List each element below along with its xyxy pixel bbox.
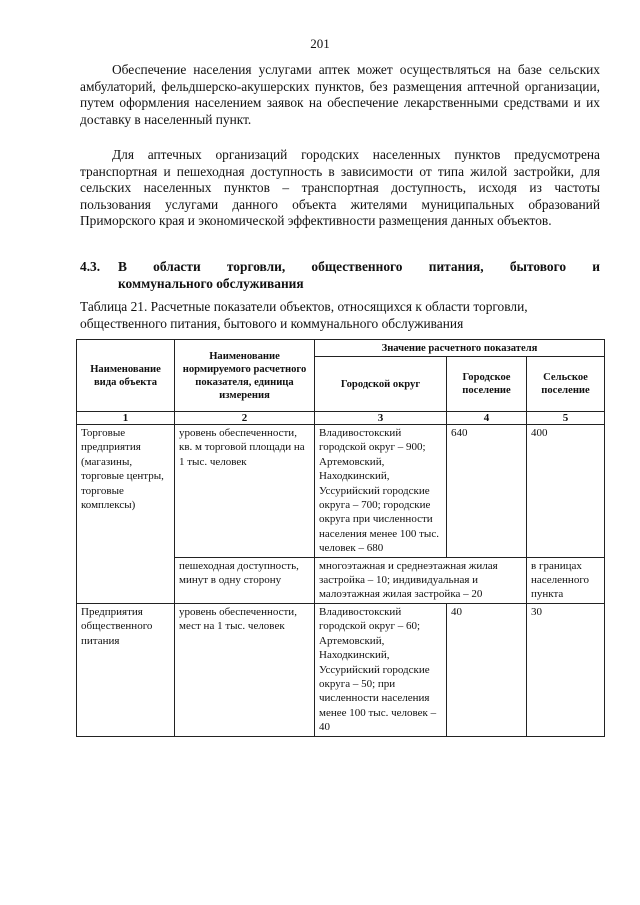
column-number: 3: [315, 412, 447, 425]
column-number: 4: [447, 412, 527, 425]
urban-settlement-cell: 40: [447, 603, 527, 736]
urban-settlement-cell: 640: [447, 425, 527, 558]
rural-settlement-cell: в границах населенного пункта: [527, 557, 605, 603]
indicators-table: [76, 339, 605, 737]
table-header-row: [77, 340, 605, 357]
column-number-row: [77, 412, 605, 425]
column-number: 2: [175, 412, 315, 425]
header-urban-settlement: Городское поселение: [447, 357, 527, 412]
indicator-cell: уровень обеспеченности, кв. м торговой площади на 1 тыс. человек: [175, 425, 315, 558]
section-title-line1: 4.3. В области торговли, общественного питания, бытового и: [80, 259, 600, 274]
section-heading: [80, 259, 600, 292]
object-cell: Предприятия общественного питания: [77, 603, 175, 736]
rural-settlement-cell: 30: [527, 603, 605, 736]
city-district-cell: Владивостокский городской округ – 60; Артемовский, Находкинский, Уссурийский городские округа – 50; при численности населения менее 100 тыс. человек – 40: [315, 603, 447, 736]
indicator-cell: уровень обеспеченности, мест на 1 тыс. человек: [175, 603, 315, 736]
city-district-cell: Владивостокский городской округ – 900; Артемовский, Находкинский, Уссурийский городские округа – 700; городские округа при численности населения менее 100 тыс. человек – 680: [315, 425, 447, 558]
header-object-type: Наименование вида объекта: [77, 340, 175, 412]
object-cell: Торговые предприятия (магазины, торговые центры, торговые комплексы): [77, 425, 175, 604]
table-row: [77, 603, 605, 736]
indicator-cell: пешеходная доступность, минут в одну сторону: [175, 557, 315, 603]
section-title-line2: коммунального обслуживания: [118, 275, 304, 291]
table-caption: Таблица 21. Расчетные показатели объектов, относящихся к области торговли, общественного питания, бытового и коммунального обслуживания: [80, 299, 528, 331]
page-number: 201: [310, 36, 330, 51]
header-city-district: Городской округ: [315, 357, 447, 412]
city-and-urban-cell: многоэтажная и среднеэтажная жилая застройка – 10; индивидуальная и малоэтажная жилая застройка – 20: [315, 557, 527, 603]
column-number: 5: [527, 412, 605, 425]
column-number: 1: [77, 412, 175, 425]
header-rural-settlement: Сельское поселение: [527, 357, 605, 412]
header-value-group: Значение расчетного показателя: [315, 340, 605, 357]
rural-settlement-cell: 400: [527, 425, 605, 558]
paragraph-pharmacy-urban: Для аптечных организаций городских населенных пунктов предусмотрена транспортная и пешеходная доступность в зависимости от типа жилой застройки, для сельских населенных пунктов – транспортная доступность, исходя из частоты пользования услугами данного объекта жителями муниципальных образований Приморского края и экономической эффективности размещения данных объектов.: [80, 147, 600, 229]
header-indicator: Наименование нормируемого расчетного показателя, единица измерения: [175, 340, 315, 412]
section-number: 4.3.: [80, 259, 101, 274]
table-row: [77, 425, 605, 558]
paragraph-pharmacy-rural: Обеспечение населения услугами аптек может осуществляться на базе сельских амбулаторий, фельдшерско-акушерских пунктов, без размещения аптечной организации, путем оформления населением заявок на обеспечение лекарственными средствами и их доставку в населенный пункт.: [80, 62, 600, 127]
